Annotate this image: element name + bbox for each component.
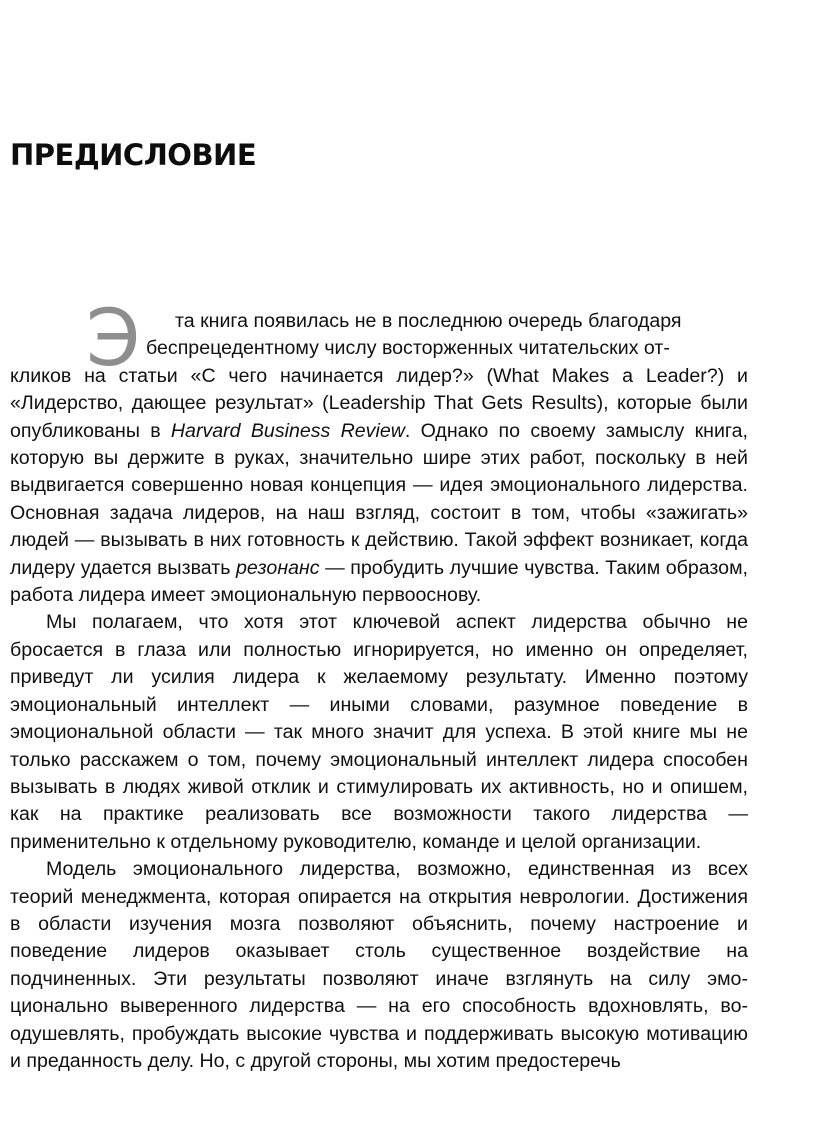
paragraph-2: Мы полагаем, что хотя этот ключевой аспект лидерства обычно не бросается в глаза или полностью игнорируется, но именно он определяет, приведут ли усилия лидера к желаемому результату. Именно поэтому эмоциональный интеллект — иными словами, разумное поведение в эмоциональной области — так много значит для успеха. В этой книге мы не только расскажем о том, почему эмоциональный интеллект лидера способен вызывать в людях живой отклик и стимулировать их активность, но и опишем, как на практике реализовать все возможности такого лидерства — применительно к отдельному руководителю, команде и целой организации. [10,611,748,853]
emphasis-resonance: резонанс [235,556,320,579]
paragraph-1-text-a: кликов на статьи «С чего начинается лидер?» (What Makes a Leader?) и «Лидерство, дающее результат» (Leadership That Gets Results), которые были опубликованы в [10,364,748,442]
paragraph-1-text-c: — пробудить лучшие чувства. Таким образом, работа лидера имеет эмоциональную первооснову. [10,556,748,607]
paragraph-1-text-b: . Однако по своему замыслу книга, которую вы держите в руках, значительно шире этих работ, поскольку в ней выдвигается совершенно новая концепция — идея эмоционального лидерства. Основная задача лидеров, на наш взгляд, состоит в том, чтобы «зажигать» людей — вызывать в них готовность к действию. Такой эффект возникает, когда лидеру удается вызвать [10,419,748,579]
journal-title: Harvard Business Review [170,419,405,442]
paragraph-1 [10,294,748,609]
paragraph-3: Модель эмоционального лидерства, возможно, единственная из всех теорий менеджмента, которая опирается на открытия неврологии. Достижения в области изучения мозга позволяют объяснить, почему настроение и поведение лидеров оказывает столь существенное воздействие на подчиненных. Эти результаты позволяют иначе взглянуть на силу эмоционально выверенного лидерства — на его способность вдохновлять, воодушевлять, пробуждать высокие чувства и поддерживать высокую мотивацию и преданность делу. Но, с другой стороны, мы хотим предостеречь [10,858,748,1072]
paragraph-1-line-2: беспрецедентному числу восторженных читательских от- [146,337,670,360]
body-text [10,294,748,1075]
drop-cap: Э [86,294,141,384]
chapter-title: ПРЕДИСЛОВИЕ [10,138,257,172]
paragraph-1-line-1: та книга появилась не в последнюю очередь благодаря [175,310,682,332]
